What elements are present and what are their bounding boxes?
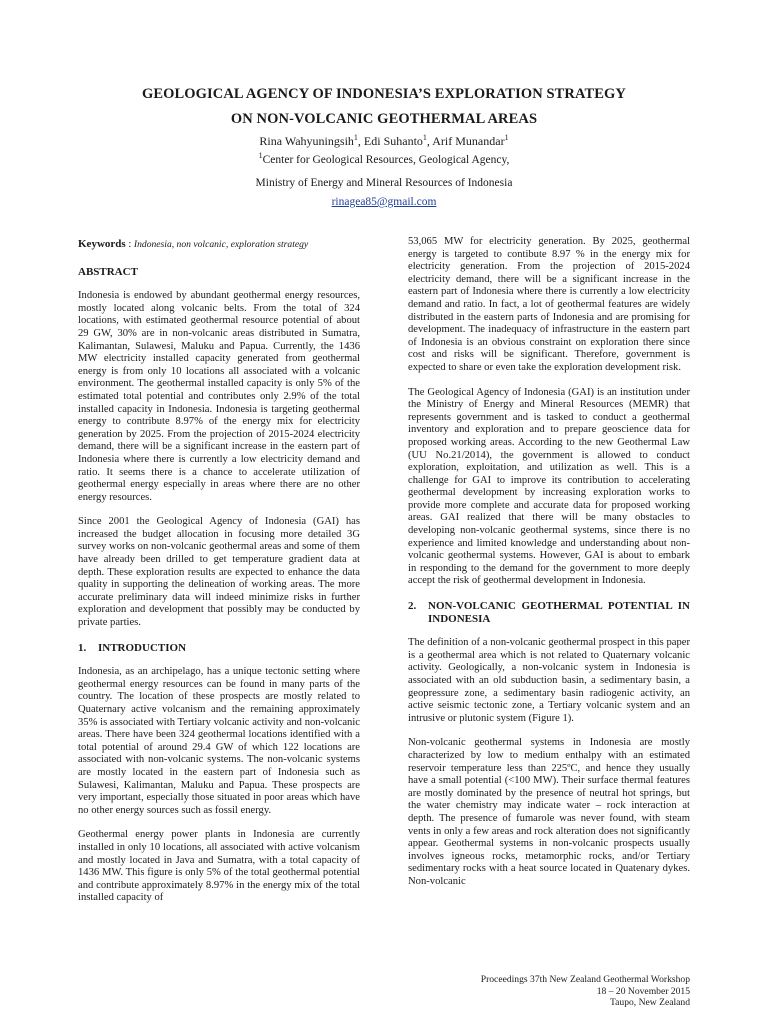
author-separator: , — [426, 134, 433, 148]
introduction-paragraph-4: The Geological Agency of Indonesia (GAI) is an institution under the Ministry of Energy and Mineral Resources (MEMR) that represents government and is tasked to conduct a geothermal inventory and exploration and to prepare geoscience data for proposed working areas. According to the new Geothermal Law (UU No.21/2014), the government is allowed to conduct exploration, exploitation, and utilization as well. This is a challenge for GAI to improve its contribution to accelerating geothermal development by increasing exploration works to provide more complete and accurate data for proposed working areas. GAI realized that there will be many obstacles to developing non-volcanic geothermal systems, since there is no experience and limited knowledge and understanding about non-volcanic geothermal systems. However, GAI is about to embark in responding to the demand for the government to more deeply accept the risk of geothermal development in Indonesia. — [408, 386, 690, 587]
proceedings-footer — [481, 974, 690, 1009]
affiliation-marker: 1 — [422, 133, 427, 142]
abstract-paragraph-2: Since 2001 the Geological Agency of Indonesia (GAI) has increased the budget allocation in focusing more detailed 3G survey works on non-volcanic geothermal areas and some of them have already been drilled to get temperature gradient data at depth. These exploration results are expected to enhance the data quality in supporting the delineation of working areas. The more accurate preliminary data will indeed minimize risks in further exploration and development that possibly may be conducted by private parties. — [78, 516, 360, 629]
section-2-paragraph-2: Non-volcanic geothermal systems in Indonesia are mostly characterized by low to medium enthalpy with an estimated reservoir temperature less than 225ºC, and hence they usually have a small potential (<100 MW). Their surface thermal features are mostly dominated by the presence of neutral hot springs, but the water chemistry may indicate water – rock interaction at depth. The presence of fumarole was never found, with steam vents in only a few areas and rock alteration does not significantly appear. Geothermal systems in non-volcanic prospects usually involves igneous rocks, metamorphic rocks, and/or Tertiary sedimentary rocks with a heat source located in Quatenary dykes. Non-volcanic — [408, 737, 690, 887]
affiliation-line-1 — [0, 151, 768, 166]
author-separator: , — [357, 134, 364, 148]
affiliation-text: Center for Geological Resources, Geological Agency, — [262, 154, 510, 166]
section-2-heading — [408, 600, 690, 625]
abstract-heading: ABSTRACT — [78, 265, 138, 278]
affiliation-marker: 1 — [504, 133, 509, 142]
left-column — [78, 238, 360, 917]
keywords-line — [78, 238, 360, 252]
introduction-heading — [78, 642, 360, 655]
paper-title-line-1: GEOLOGICAL AGENCY OF INDONESIA’S EXPLORATION STRATEGY — [141, 86, 626, 102]
affiliation-marker: 1 — [258, 151, 263, 161]
keywords-separator: : — [125, 239, 134, 250]
introduction-paragraph-1: Indonesia, as an archipelago, has a unique tectonic setting where geothermal energy resources can be found in many parts of the country. The location of these prospects are mostly related to Quaternary active volcanism and the remaining approximately 35% is associated with Tertiary volcanic activity and non-volcanic areas. There have been 324 geothermal locations identified with a total potential of around 29.4 GW of which 122 locations are associated with non-volcanic systems. The non-volcanic systems are mostly located in the eastern part of Indonesia such as Sulawesi, Kalimantan, Maluku and Papua. These prospects are very important, especially those situated in poor areas which have no other energy sources such as fossil energy. — [78, 666, 360, 816]
introduction-paragraph-2: Geothermal energy power plants in Indonesia are currently installed in only 10 locations, all associated with active volcanism and mostly located in Java and Sumatra, with a total capacity of 1436 MW. This figure is only 5% of the total geothermal potential and contribute approximately 8.97% in the energy mix of the total installed capacity of — [78, 829, 360, 904]
footer-line-1: Proceedings 37th New Zealand Geothermal Workshop — [480, 974, 690, 985]
author-list — [0, 134, 768, 149]
keywords-label: Keywords — [78, 238, 126, 250]
author-name: Rina Wahyuningsih — [259, 134, 354, 148]
author-email-link[interactable]: rinagea85@gmail.com — [331, 196, 437, 208]
section-number: 1. — [78, 641, 87, 654]
section-title: INTRODUCTION — [98, 641, 187, 654]
paper-title-line-2: ON NON-VOLCANIC GEOTHERMAL AREAS — [230, 111, 538, 127]
keywords-text: Indonesia, non volcanic, exploration strategy — [133, 239, 309, 250]
section-title: NON-VOLCANIC GEOTHERMAL POTENTIAL IN INDONESIA — [428, 600, 690, 625]
abstract-paragraph-1: Indonesia is endowed by abundant geothermal energy resources, mostly located along volcanic belts. From the total of 324 locations, with estimated geothermal resource potential of about 29 GW, 30% are in non-volcanic areas distributed in Sumatra, Kalimantan, Sulawesi, Maluku and Papua. Currently, the 1436 MW electricity installed capacity generated from geothermal energy is from only 10 locations all associated with a volcanic environment. The geothermal installed capacity is only 5% of the estimated total potential and contributes only 2.9% of the total installed capacity in Indonesia. Indonesia is targeting geothermal energy to contribute 8.97% of the energy mix for electricity generation by 2025. From the projection of 2015-2024 electricity demand, there will be a significant increase in the eastern part of Indonesia where there is currently a low electricity demand and ratio. It seems there is a chance to accelerate utilization of geothermal energy especially in areas where there are no other energy resources. — [78, 290, 360, 503]
affiliation-line-2: Ministry of Energy and Mineral Resources of Indonesia — [255, 177, 513, 189]
section-number: 2. — [408, 600, 417, 613]
author-name: Edi Suhanto — [363, 134, 423, 148]
author-name: Arif Munandar — [432, 134, 505, 148]
footer-line-2: 18 – 20 November 2015 — [596, 985, 690, 997]
introduction-paragraph-3: 53,065 MW for electricity generation. By 2025, geothermal energy is targeted to contibute 8.97 % in the energy mix for electricity generation. From the projection of 2015-2024 electricity demand, there will be a significant increase in the eastern part of Indonesia where there is currently a low electricity demand and ratio. In fact, a lot of geothermal features are widely distributed in the eastern parts of Indonesia and are promising for development. The inadequacy of infrastructure in the eastern part of Indonesia is an obvious constraint on exploration there since cost and risks will be significant. Therefore, government is expected to share or even take the exploration development risk. — [408, 236, 690, 373]
footer-line-3: Taupo, New Zealand — [609, 997, 690, 1008]
section-2-paragraph-1: The definition of a non-volcanic geothermal prospect in this paper is a geothermal area which is not related to Quaternary volcanic activity. Geologically, a non-volcanic system in Indonesia is associated with an old subduction basin, a sedimentary basin, a geopressure zone, a sedimentary basin radiogenic activity, an active seismic tectonic zone, a Tertiary volcanic system and an intrusive or plutonic system (Figure 1). — [408, 637, 690, 724]
right-column — [408, 236, 690, 901]
affiliation-marker: 1 — [353, 133, 358, 142]
